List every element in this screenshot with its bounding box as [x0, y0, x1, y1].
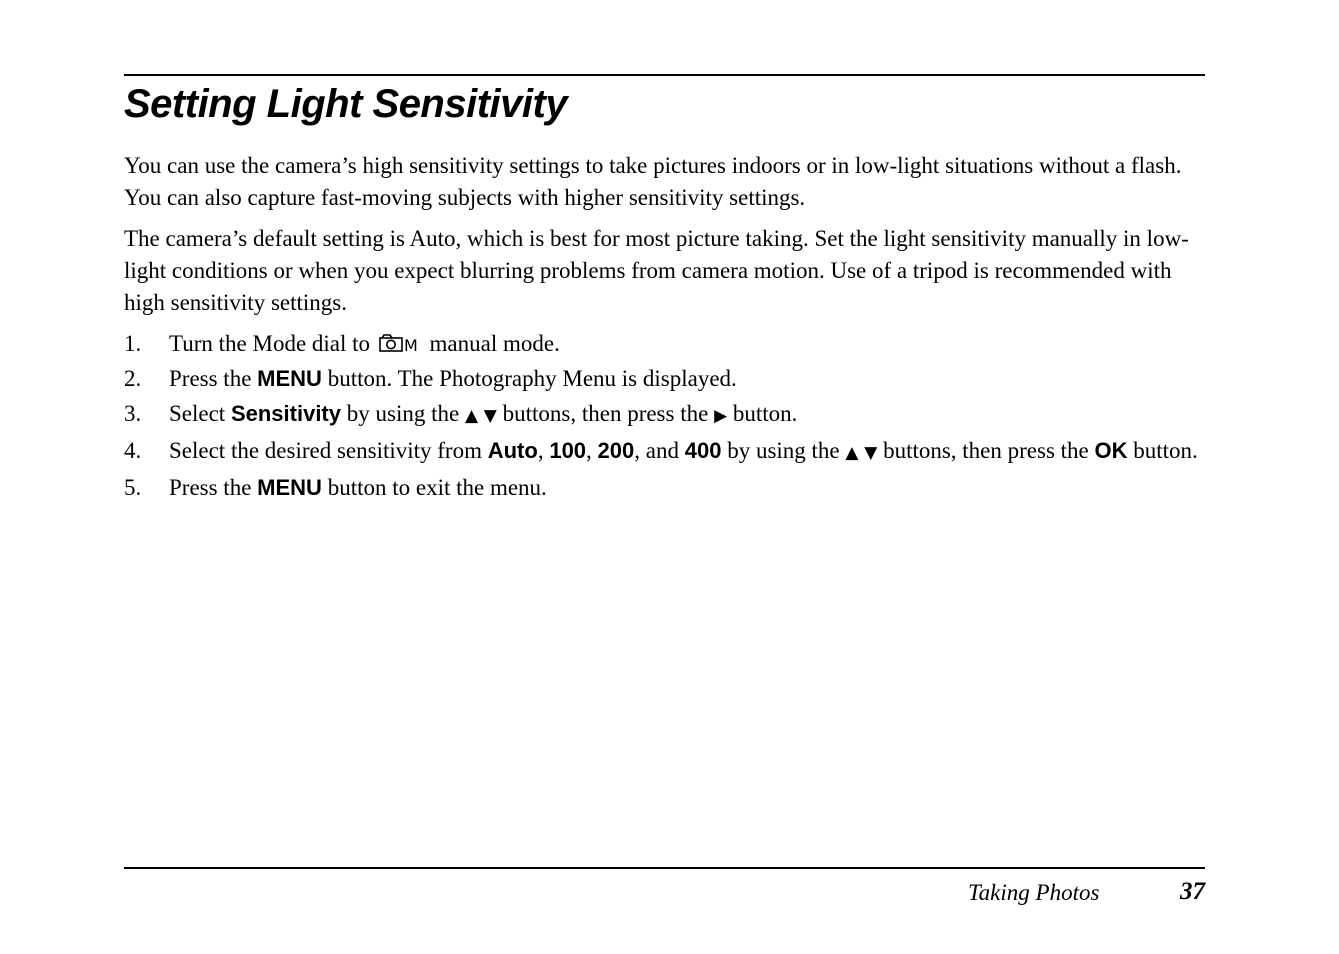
step-number: 1.	[124, 331, 142, 356]
step-text: manual mode.	[429, 331, 560, 356]
step-text: button to exit the menu.	[321, 475, 547, 500]
separator: ,	[586, 438, 598, 463]
steps-list	[124, 328, 1206, 507]
option-100-label: 100	[549, 438, 587, 463]
step-text: Press the	[169, 366, 258, 391]
step-text: buttons, then press the	[877, 438, 1095, 463]
list-item	[124, 328, 1206, 360]
list-item	[124, 472, 1206, 504]
option-auto-label: Auto	[487, 438, 538, 463]
down-arrow-icon: ▼	[864, 443, 878, 463]
up-arrow-icon: ▲	[464, 406, 479, 426]
step-text: by using the	[341, 401, 465, 426]
list-item	[124, 398, 1206, 432]
option-400-label: 400	[684, 438, 722, 463]
step-text: buttons, then press the	[496, 401, 715, 426]
up-arrow-icon: ▲	[845, 443, 859, 463]
step-text: by using the	[721, 438, 846, 463]
bottom-rule	[124, 867, 1205, 869]
camera-manual-mode-icon	[378, 333, 422, 353]
list-item	[124, 435, 1206, 469]
step-text: Turn the Mode dial to	[169, 331, 371, 356]
step-text: Select	[169, 401, 231, 426]
down-arrow-icon: ▼	[483, 406, 497, 426]
default-setting-paragraph: The camera’s default setting is Auto, which is best for most picture taking. Set the light sensitivity manually in low-light conditions or when you expect blurring problems from camera motion. Use of a tripod is recommended with high sensitivity settings.	[124, 226, 1189, 315]
page-title: Setting Light Sensitivity	[124, 82, 568, 126]
step-text: button.	[1127, 438, 1198, 463]
footer-section-title: Taking Photos	[968, 880, 1100, 905]
list-item	[124, 363, 1206, 395]
option-200-label: 200	[597, 438, 635, 463]
menu-key-label: MENU	[257, 475, 322, 500]
page-number: 37	[1180, 878, 1205, 905]
step-text: button.	[727, 401, 798, 426]
ok-key-label: OK	[1094, 438, 1128, 463]
step-number: 3.	[124, 401, 142, 426]
step-number: 5.	[124, 475, 142, 500]
step-text: Press the	[169, 475, 258, 500]
mode-letter: M	[403, 336, 418, 353]
sensitivity-menu-label: Sensitivity	[230, 401, 341, 426]
step-number: 2.	[124, 366, 142, 391]
intro-paragraph: You can use the camera’s high sensitivity settings to take pictures indoors or in low-light situations without a flash. You can also capture fast-moving subjects with higher sensitivity settings.	[124, 153, 1182, 210]
step-text: Select the desired sensitivity from	[169, 438, 488, 463]
separator: , and	[634, 438, 685, 463]
menu-key-label: MENU	[257, 366, 322, 391]
top-rule	[124, 74, 1205, 76]
step-number: 4.	[124, 438, 142, 463]
right-arrow-icon: ▶	[714, 406, 728, 426]
separator: ,	[537, 438, 550, 463]
step-text: button. The Photography Menu is displayed.	[321, 366, 737, 391]
